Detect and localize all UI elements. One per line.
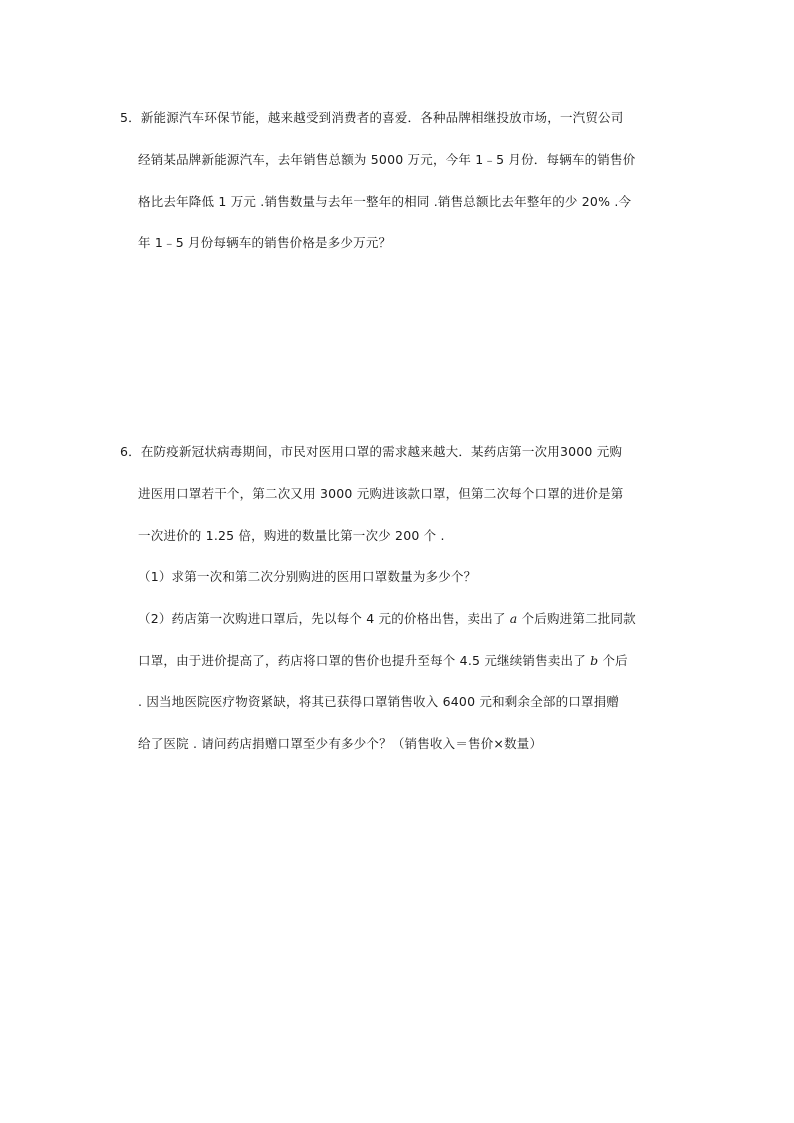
q6-line-3: 一次进价的 1.25 倍，购进的数量比第一次少 200 个 . (138, 528, 445, 543)
q6-part2-line-1-a: （2）药店第一次购进口罩后，先以每个 4 元的价格出售，卖出了 (138, 611, 510, 626)
variable-a: a (509, 611, 518, 626)
q5-line-2: 经销某品牌新能源汽车，去年销售总额为 5000 万元，今年 1﹣5 月份．每辆车的销售价 (138, 152, 636, 167)
q6-part2-line-2-b: 个后 (598, 653, 628, 668)
q6-part2-line-2 (138, 653, 628, 669)
q6-line-2: 进医用口罩若干个，第二次又用 3000 元购进该款口罩，但第二次每个口罩的进价是第 (138, 486, 624, 501)
q5-line-4: 年 1﹣5 月份每辆车的销售价格是多少万元？ (138, 235, 392, 250)
q5-line-1: 5．新能源汽车环保节能，越来越受到消费者的喜爱．各种品牌相继投放市场，一汽贸公司 (120, 110, 624, 125)
q6-line-1: 6．在防疫新冠状病毒期间，市民对医用口罩的需求越来越大．某药店第一次用3000 元购 (120, 444, 623, 459)
q6-part2-line-4: 给了医院 . 请问药店捐赠口罩至少有多少个？（销售收入＝售价×数量） (138, 736, 543, 751)
q6-part2-line-3: . 因当地医院医疗物资紧缺，将其已获得口罩销售收入 6400 元和剩余全部的口罩捐赠 (138, 694, 620, 709)
q6-part1: （1）求第一次和第二次分别购进的医用口罩数量为多少个？ (138, 569, 477, 584)
q5-line-3: 格比去年降低 1 万元 .销售数量与去年一整年的相同 .销售总额比去年整年的少 20% .今 (138, 194, 632, 209)
q6-part2-line-2-a: 口罩，由于进价提高了，药店将口罩的售价也提升至每个 4.5 元继续销售卖出了 (138, 653, 591, 668)
q6-part2-line-1 (138, 611, 636, 627)
q6-part2-line-1-b: 个后购进第二批同款 (517, 611, 636, 626)
variable-b: b (590, 653, 599, 668)
